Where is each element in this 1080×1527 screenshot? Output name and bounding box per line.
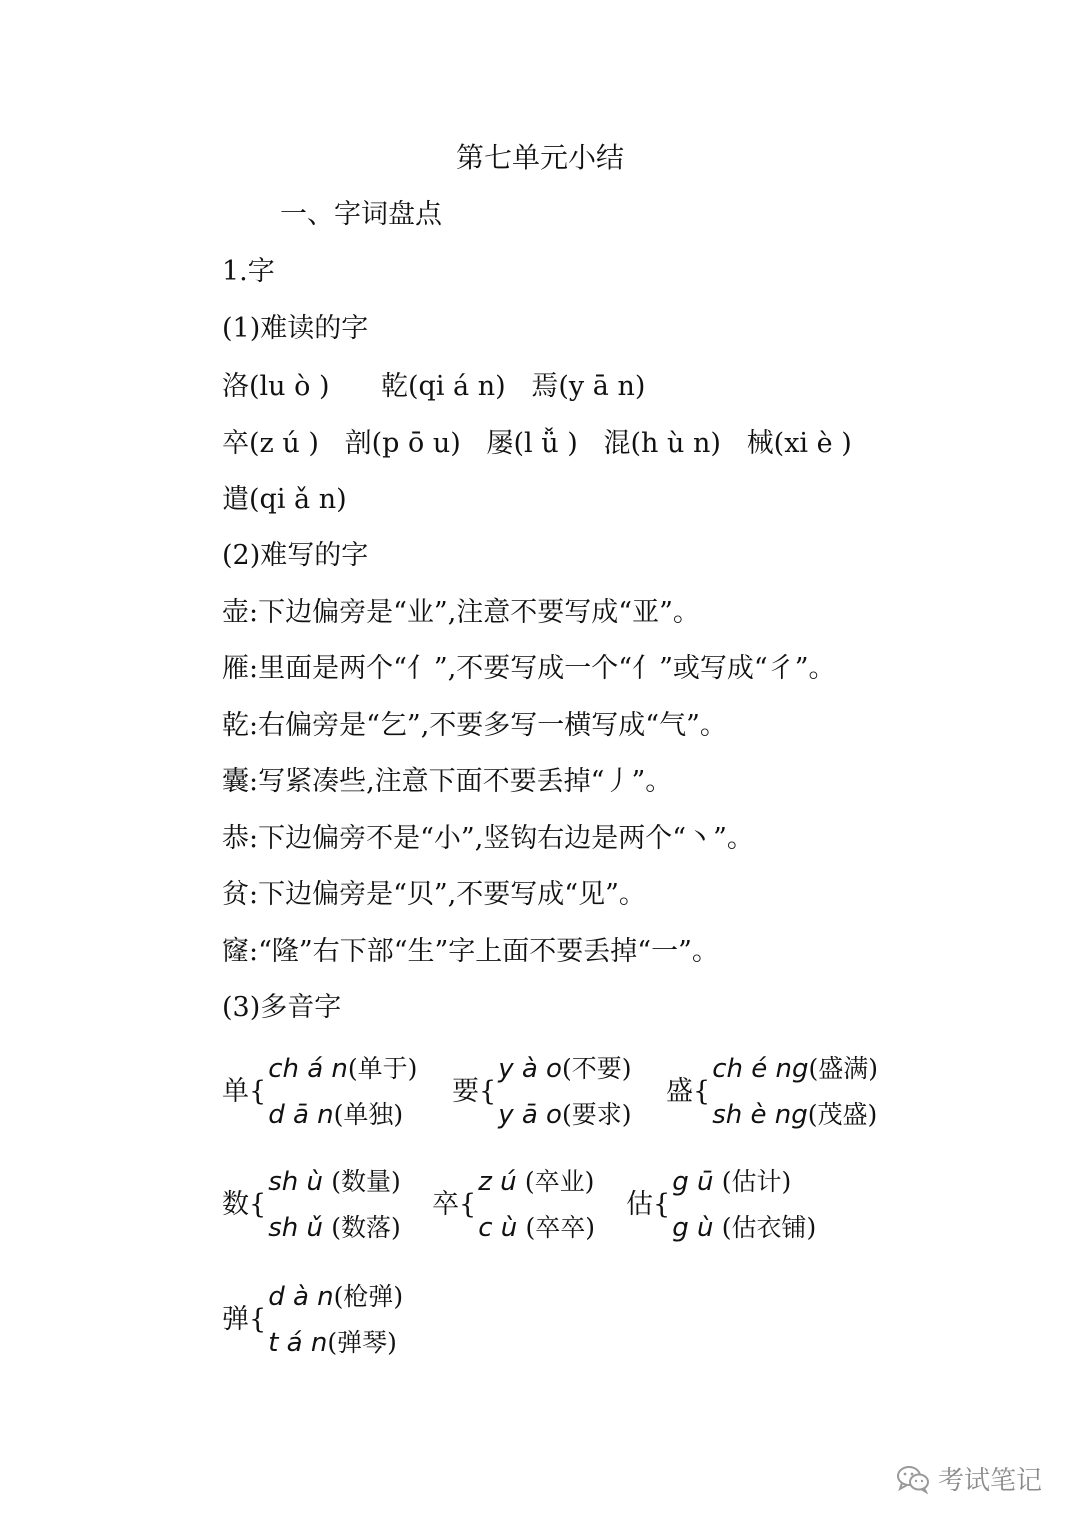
polyphone-group <box>452 1052 631 1132</box>
hard-write-line: 雁:里面是两个“亻”,不要写成一个“亻”或写成“彳”。 <box>222 653 836 684</box>
page-title: 第七单元小结 <box>455 141 624 174</box>
brace: { <box>249 1189 267 1220</box>
pinyin: sh è ng <box>712 1100 808 1130</box>
brace: { <box>479 1076 497 1107</box>
polyphone-char: 要 <box>452 1076 479 1107</box>
reading <box>498 1098 631 1132</box>
brace: { <box>249 1304 267 1335</box>
pinyin: y ā o <box>498 1100 562 1130</box>
pinyin: d ā n <box>268 1100 334 1130</box>
polyphone-group <box>222 1052 417 1132</box>
pinyin: g ū <box>672 1167 722 1197</box>
polyphone-char: 数 <box>222 1189 249 1220</box>
example-word: (单独) <box>333 1100 404 1129</box>
reading <box>268 1211 401 1245</box>
section-heading: 一、字词盘点 <box>280 199 442 230</box>
pinyin: d à n <box>268 1282 334 1312</box>
hard-read-row: 遣(qi ǎ n) <box>222 484 347 515</box>
reading <box>712 1052 878 1086</box>
example-word: (数落) <box>331 1213 401 1242</box>
polyphone-group <box>432 1165 595 1245</box>
reading <box>268 1052 417 1086</box>
watermark <box>896 1460 1042 1497</box>
pinyin: y à o <box>498 1054 562 1084</box>
example-word: (估衣铺) <box>721 1213 817 1242</box>
polyphone-group <box>626 1165 816 1245</box>
watermark-text: 考试笔记 <box>938 1466 1043 1496</box>
pinyin: ch á n <box>268 1054 348 1084</box>
example-word: (不要) <box>561 1054 632 1083</box>
pinyin: sh ù <box>268 1167 332 1197</box>
example-word: (要求) <box>561 1100 632 1129</box>
example-word: (盛满) <box>808 1054 878 1083</box>
example-word: (枪弹) <box>333 1282 404 1311</box>
reading <box>498 1052 631 1086</box>
pinyin: t á n <box>268 1328 328 1358</box>
hard-write-line: 恭:下边偏旁不是“小”,竖钩右边是两个“丶”。 <box>222 823 754 854</box>
example-word: (单于) <box>347 1054 418 1083</box>
pinyin: c ù <box>478 1213 526 1243</box>
polyphone-char: 盛 <box>666 1076 693 1107</box>
hard-write-line: 贫:下边偏旁是“贝”,不要写成“见”。 <box>222 879 646 910</box>
example-word: (数量) <box>331 1167 401 1196</box>
subsection-heading: 1.字 <box>222 256 275 287</box>
pinyin: ch é ng <box>712 1054 809 1084</box>
reading <box>672 1211 816 1245</box>
polyphone-char: 单 <box>222 1076 249 1107</box>
brace: { <box>459 1189 477 1220</box>
polyphone-group <box>666 1052 878 1132</box>
example-word: (卒卒) <box>525 1213 596 1242</box>
brace: { <box>653 1189 671 1220</box>
polyphone-char: 估 <box>626 1189 653 1220</box>
reading <box>478 1211 595 1245</box>
polyphone-group <box>222 1165 401 1245</box>
example-word: (卒业) <box>524 1167 595 1196</box>
hard-write-line: 囊:写紧凑些,注意下面不要丢掉“丿”。 <box>222 766 673 797</box>
brace: { <box>249 1076 267 1107</box>
polyphone-char: 弹 <box>222 1304 249 1335</box>
hard-write-line: 壶:下边偏旁是“业”,注意不要写成“亚”。 <box>222 597 700 628</box>
hard-read-row: 卒(z ú ) 剖(p ō u) 屡(l ǚ ) 混(h ù n) 械(xi è ) <box>222 428 852 459</box>
hard-read-heading: (1)难读的字 <box>222 313 369 344</box>
reading <box>268 1165 401 1199</box>
example-word: (估计) <box>721 1167 792 1196</box>
polyphone-group <box>222 1280 403 1360</box>
reading <box>268 1280 403 1314</box>
hard-write-line: 窿:“隆”右下部“生”字上面不要丢掉“一”。 <box>222 936 719 967</box>
reading <box>672 1165 816 1199</box>
hard-read-row: 洛(lu ò ) 乾(qi á n) 焉(y ā n) <box>222 371 646 402</box>
hard-write-line: 乾:右偏旁是“乞”,不要多写一横写成“气”。 <box>222 710 727 741</box>
reading <box>712 1098 878 1132</box>
hard-write-heading: (2)难写的字 <box>222 540 369 571</box>
reading <box>268 1326 403 1360</box>
reading <box>268 1098 417 1132</box>
polyphone-heading: (3)多音字 <box>222 992 342 1023</box>
pinyin: g ù <box>672 1213 722 1243</box>
brace: { <box>693 1076 711 1107</box>
example-word: (茂盛) <box>807 1100 878 1129</box>
reading <box>478 1165 595 1199</box>
pinyin: sh ǔ <box>268 1213 332 1243</box>
pinyin: z ú <box>478 1167 525 1197</box>
example-word: (弹琴) <box>327 1328 397 1357</box>
polyphone-char: 卒 <box>432 1189 459 1220</box>
wechat-icon <box>896 1464 930 1494</box>
